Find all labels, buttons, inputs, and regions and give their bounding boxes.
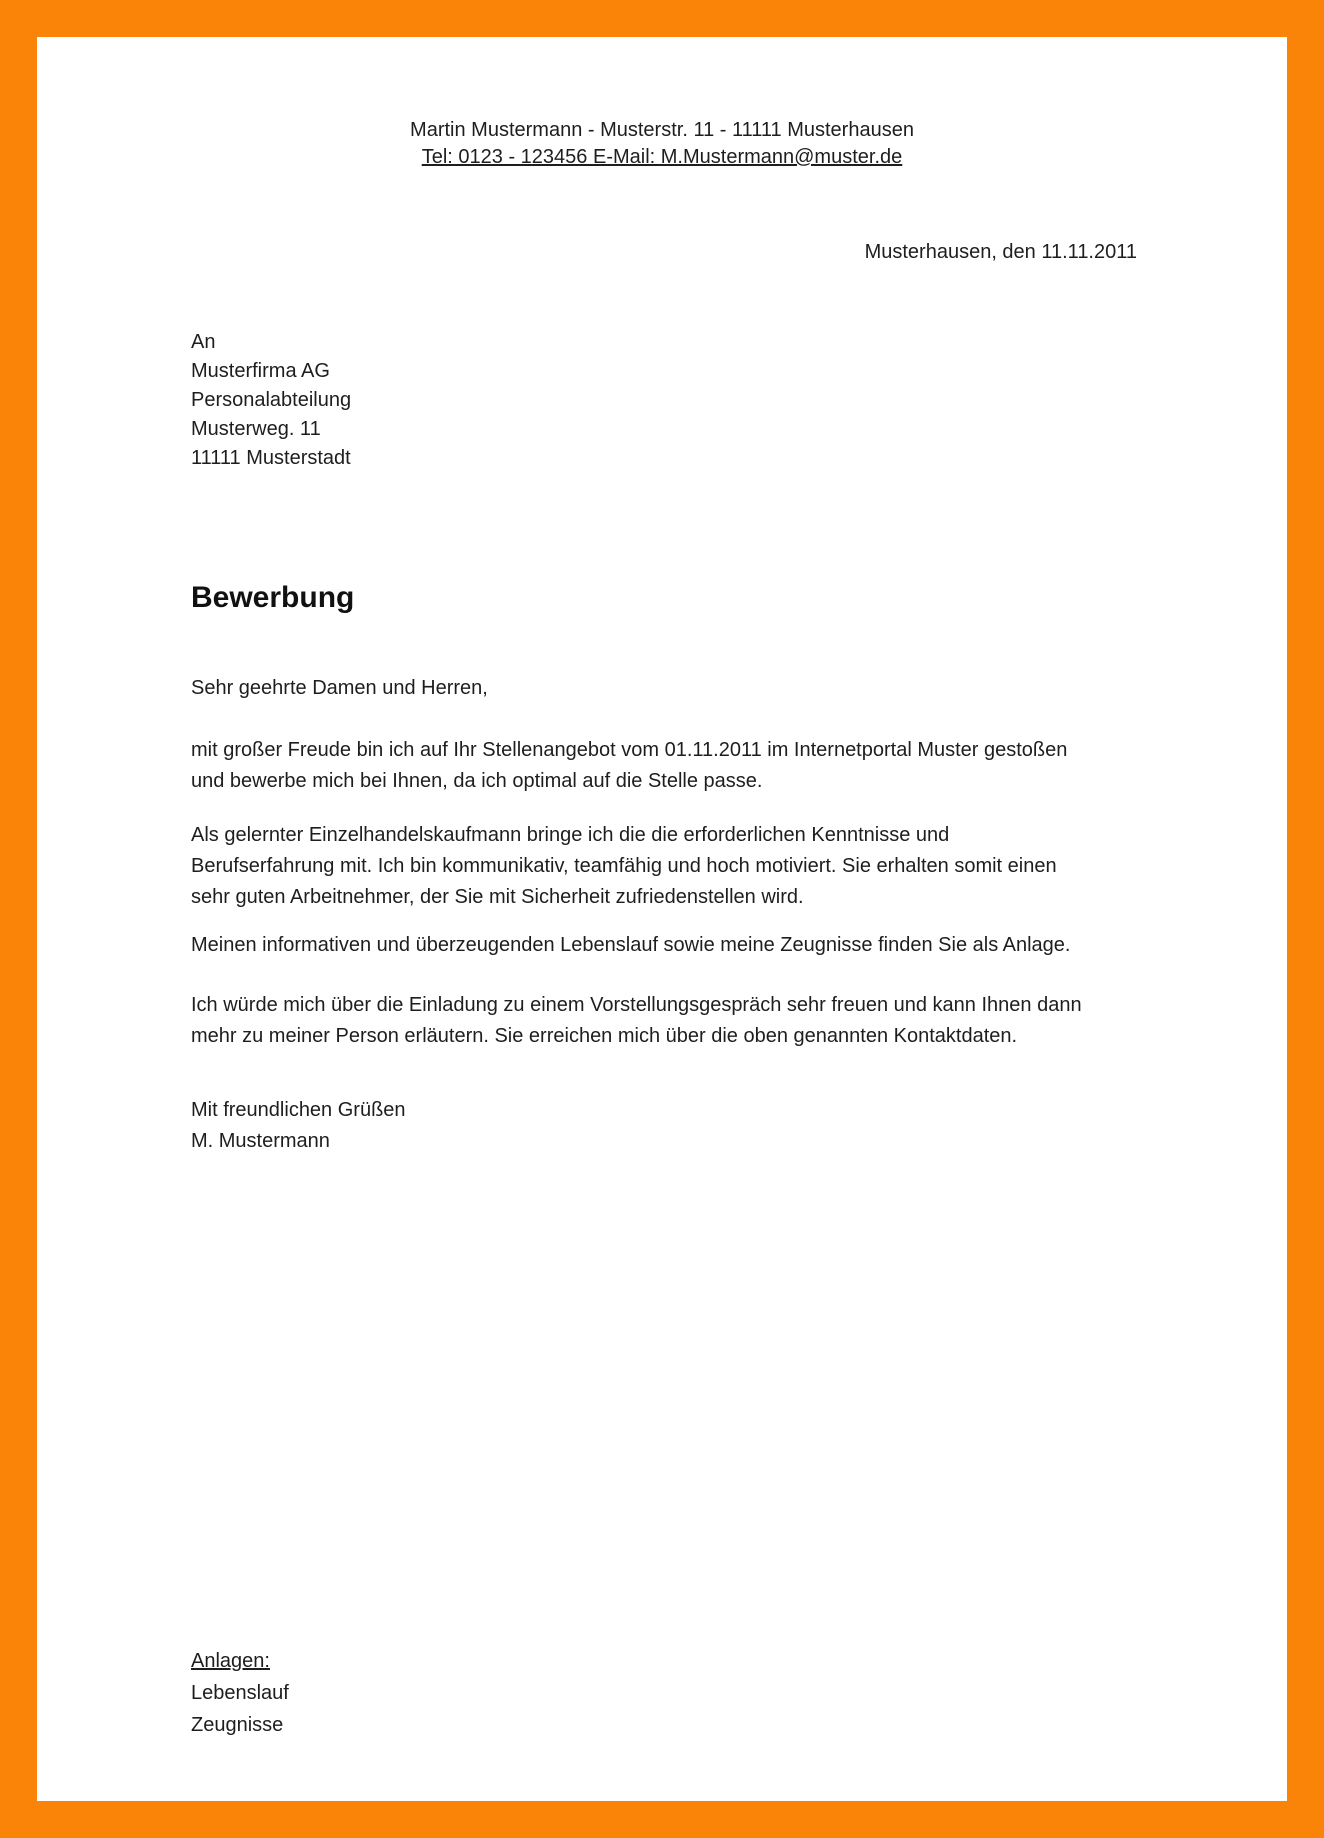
letter-page [37,37,1287,1801]
subject-heading: Bewerbung [191,581,355,614]
closing [191,1095,406,1157]
paragraph-line: mit großer Freude bin ich auf Ihr Stellenangebot vom 01.11.2011 im Internetportal Muster gestoßen [191,739,1068,761]
paragraph-line: mehr zu meiner Person erläutern. Sie erreichen mich über die oben genannten Kontaktdaten. [191,1025,1018,1047]
body-paragraph-1 [191,735,1147,797]
salutation: Sehr geehrte Damen und Herren, [191,677,488,699]
recipient-line-an: An [191,331,216,353]
paragraph-line: sehr guten Arbeitnehmer, der Sie mit Sicherheit zufriedenstellen wird. [191,886,804,908]
attachments-label: Anlagen: [191,1650,270,1672]
paragraph-line: Ich würde mich über die Einladung zu einem Vorstellungsgespräch sehr freuen und kann Ihnen dann [191,994,1082,1016]
body-paragraph-3 [191,930,1147,961]
attachment-item-lebenslauf: Lebenslauf [191,1682,289,1704]
body-paragraph-4 [191,990,1147,1052]
sender-address-line: Martin Mustermann - Musterstr. 11 - 11111 Musterhausen [410,119,914,141]
closing-signature: M. Mustermann [191,1130,330,1152]
recipient-line-company: Musterfirma AG [191,360,330,382]
sender-contact-line: Tel: 0123 - 123456 E-Mail: M.Mustermann@muster.de [421,146,903,168]
date-line: Musterhausen, den 11.11.2011 [864,241,1137,263]
attachments [191,1645,289,1741]
paragraph-line: Meinen informativen und überzeugenden Lebenslauf sowie meine Zeugnisse finden Sie als Anlage. [191,934,1071,956]
paragraph-line: und bewerbe mich bei Ihnen, da ich optimal auf die Stelle passe. [191,770,763,792]
recipient-line-department: Personalabteilung [191,389,352,411]
body-paragraph-2 [191,820,1147,913]
closing-regards: Mit freundlichen Grüßen [191,1099,406,1121]
attachment-item-zeugnisse: Zeugnisse [191,1714,284,1736]
sender-header [37,117,1287,171]
paragraph-line: Als gelernter Einzelhandelskaufmann bringe ich die die erforderlichen Kenntnisse und [191,824,950,846]
recipient-line-street: Musterweg. 11 [191,418,321,440]
recipient-line-city: 11111 Musterstadt [191,447,351,469]
recipient-address [191,328,351,473]
paragraph-line: Berufserfahrung mit. Ich bin kommunikativ, teamfähig und hoch motiviert. Sie erhalten somit einen [191,855,1057,877]
